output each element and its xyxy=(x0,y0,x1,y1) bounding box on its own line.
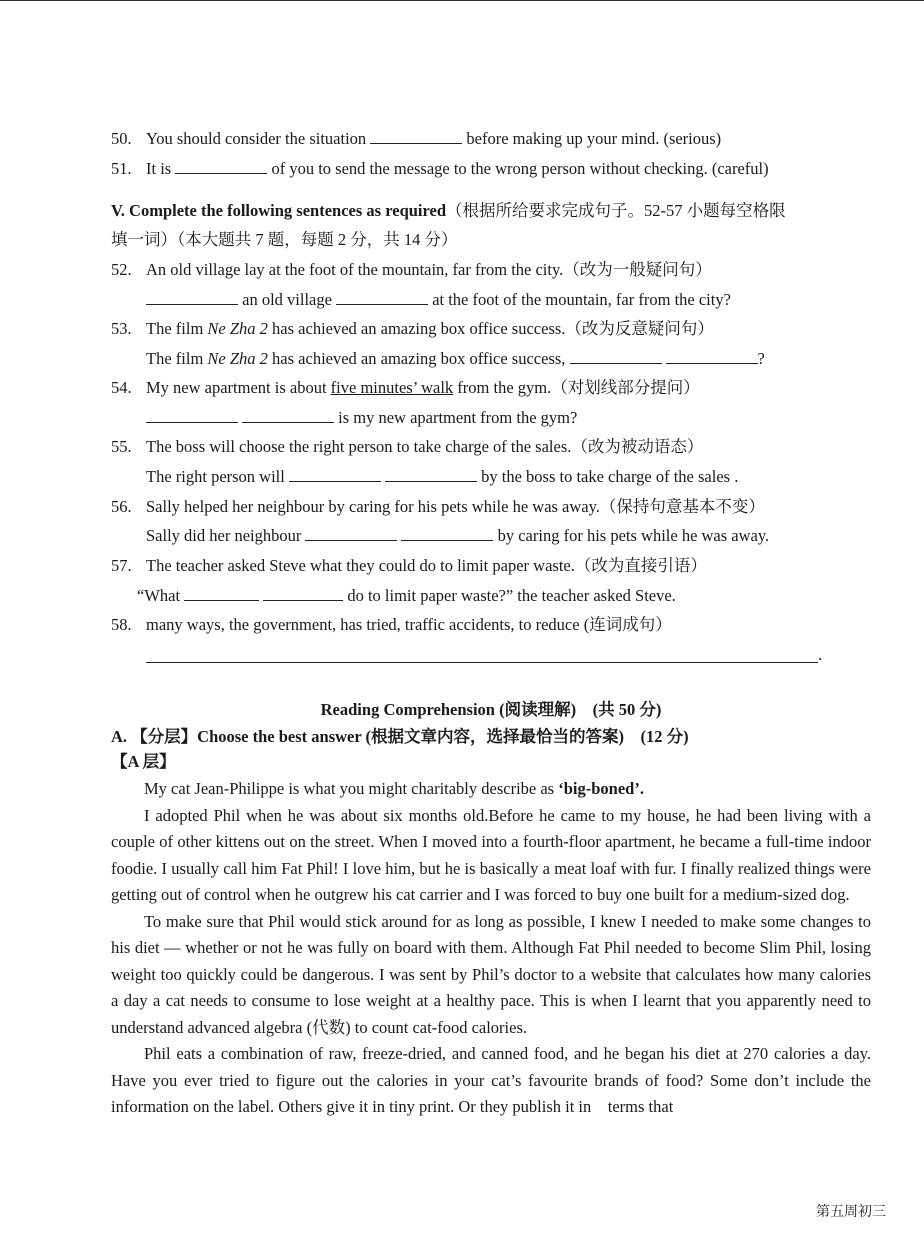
answer-blank[interactable] xyxy=(242,407,334,423)
answer-blank[interactable] xyxy=(401,525,493,541)
answer-blank[interactable] xyxy=(146,407,238,423)
question-58: 58. many ways, the government, has tried, traffic accidents, to reduce (连词成句） xyxy=(111,615,672,634)
question-54: 54. My new apartment is about five minutes’ walk from the gym.（对划线部分提问） xyxy=(111,378,700,397)
question-number: 50. xyxy=(111,129,132,148)
question-56: 56. Sally helped her neighbour by caring for his pets while he was away.（保持句意基本不变） xyxy=(111,497,765,516)
passage-paragraph-4: Phil eats a combination of raw, freeze-dried, and canned food, and he began his diet at 270 calories a day. Have you ever tried to figure out the calories in your cat’s favourite brands of food? Some don’t include the information on the label. Others give it in tiny print. Or they publish it in terms that xyxy=(111,1044,871,1116)
question-57-answer: “What do to limit paper waste?” the teacher asked Steve. xyxy=(137,586,676,605)
answer-line-end: . xyxy=(818,645,823,664)
answer-blank[interactable] xyxy=(184,585,259,601)
answer-blank[interactable] xyxy=(175,158,267,174)
question-55-answer: The right person will by the boss to take charge of the sales . xyxy=(146,467,739,486)
section-a-heading: A. 【分层】Choose the best answer (根据文章内容，选择最恰当的答案) (12 分) xyxy=(111,727,689,746)
question-51: 51. It is of you to send the message to the wrong person without checking. (careful) xyxy=(111,159,769,178)
answer-blank[interactable] xyxy=(385,466,477,482)
layer-label: 【A 层】 xyxy=(111,752,176,771)
question-55: 55. The boss will choose the right person to take charge of the sales.（改为被动语态） xyxy=(111,437,704,456)
reading-passage xyxy=(111,776,871,1121)
answer-blank[interactable] xyxy=(305,525,397,541)
question-52-answer: an old village at the foot of the mountain, far from the city? xyxy=(111,289,731,311)
question-53: 53. The film Ne Zha 2 has achieved an amazing box office success.（改为反意疑问句） xyxy=(111,319,714,338)
question-54-answer: is my new apartment from the gym? xyxy=(111,407,577,429)
question-number: 51. xyxy=(111,159,132,178)
passage-paragraph-2: I adopted Phil when he was about six months old.Before he came to my house, he had been living with a couple of other kittens out on the street. When I moved into a fourth-floor apartment, he became a full-time indoor foodie. I usually call him Fat Phil! I love him, but he is basically a meat loaf with fur. I finally realized things were getting out of control when he outgrew his cat carrier and I was forced to buy one built for a medium-sized dog. xyxy=(111,805,871,904)
top-border xyxy=(0,0,924,1)
answer-blank[interactable] xyxy=(289,466,381,482)
question-56-answer: Sally did her neighbour by caring for his pets while he was away. xyxy=(146,526,770,545)
section-v-heading: V. Complete the following sentences as required（根据所给要求完成句子。52-57 小题每空格限 xyxy=(111,201,786,220)
page-footer: 第五周初三 xyxy=(816,1204,886,1220)
answer-blank[interactable] xyxy=(570,348,662,364)
question-50: 50. You should consider the situation before making up your mind. (serious) xyxy=(111,129,722,148)
answer-blank[interactable] xyxy=(336,289,428,305)
answer-blank[interactable] xyxy=(146,289,238,305)
passage-paragraph-3: To make sure that Phil would stick around for as long as possible, I knew I needed to make some changes to his diet — whether or not he was fully on board with them. Although Fat Phil needed to become Slim Phil, losing weight too quickly could be dangerous. I was sent by Phil’s doctor to a website that calculates how many calories a day a cat needs to consume to lose weight at a healthy pace. This is when I learnt that you apparently need to understand advanced algebra (代数) to count cat-food calories. xyxy=(111,911,871,1037)
question-53-answer: The film Ne Zha 2 has achieved an amazing box office success, ? xyxy=(146,349,765,368)
answer-blank[interactable] xyxy=(370,128,462,144)
question-52: 52. An old village lay at the foot of the mountain, far from the city.（改为一般疑问句） xyxy=(111,260,712,279)
reading-title: Reading Comprehension (阅读理解) (共 50 分) xyxy=(320,700,662,719)
passage-paragraph-1: My cat Jean-Philippe is what you might charitably describe as ‘big-boned’. xyxy=(144,779,644,798)
answer-line[interactable] xyxy=(146,648,818,663)
answer-blank[interactable] xyxy=(666,348,758,364)
answer-blank[interactable] xyxy=(263,585,343,601)
question-57: 57. The teacher asked Steve what they could do to limit paper waste.（改为直接引语） xyxy=(111,556,707,575)
section-v-heading-line2: 填一词）（本大题共 7 题，每题 2 分，共 14 分） xyxy=(111,230,458,249)
